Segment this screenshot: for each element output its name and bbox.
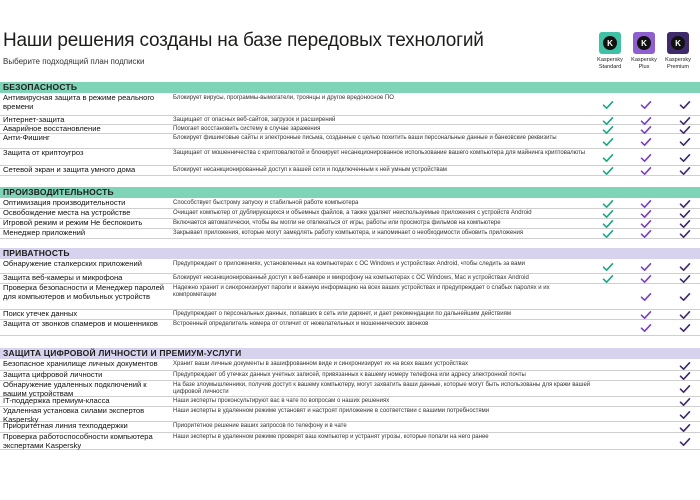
kaspersky-standard-logo-icon: K [599,32,621,54]
feature-name: Удаленная установка силами экспертов Kaspersky [3,406,145,424]
feature-name: IT-поддержка премиум-класса [3,396,110,405]
checkmark-icon [640,199,652,209]
feature-description: Блокирует несанкционированный доступ к веб-камере и микрофону на компьютерах с ОС Windows, Mac и устройствах Android [173,275,529,281]
feature-name: Антивирусная защита в режиме реального времени [3,93,155,111]
page-title: Наши решения созданы на базе передовых технологий [3,30,484,51]
table-row [0,260,700,274]
checkmark-icon [679,310,691,320]
checkmark-icon [640,137,652,147]
feature-description: Очищает компьютер от дублирующихся и объемных файлов, а также удаляет неиспользуемые приложения с устройств Android [173,210,532,216]
table-row [0,284,700,310]
table-row [0,219,700,229]
feature-description: Наши эксперты проконсультируют вас в чате по вопросам о наших решениях [173,398,390,404]
checkmark-icon [602,274,614,284]
checkmark-icon [602,229,614,239]
feature-name: Проверка работоспособности компьютера экспертами Kaspersky [3,432,153,450]
feature-description: Помогает восстановить систему в случае заражения [173,126,321,132]
feature-description: Наши эксперты в удаленном режиме проверят ваш компьютер и устранят угрозы, которые попали на него ранее [173,434,489,440]
checkmark-icon [679,100,691,110]
feature-name: Игровой режим и режим Не беспокоить [3,218,143,227]
feature-name: Обнаружение сталкерских приложений [3,259,142,268]
feature-description: Блокирует несанкционированный доступ к вашей сети и подключенным к ней умным устройствам [173,167,447,173]
feature-description: Приоритетное решение ваших запросов по телефону и в чате [173,423,347,429]
checkmark-icon [640,292,652,302]
table-row [0,134,700,149]
product-header [590,32,700,78]
feature-description: Наши эксперты в удаленном режиме установят и настроят приложение в соответствии с вашими потребностями [173,408,490,414]
checkmark-icon [602,166,614,176]
feature-name: Поиск утечек данных [3,309,78,318]
section-header: ЗАЩИТА ЦИФРОВОЙ ЛИЧНОСТИ И ПРЕМИУМ-УСЛУГИ [0,348,700,359]
feature-description: Блокирует вирусы, программы-вымогатели, троянцы и другое вредоносное ПО [173,95,394,101]
checkmark-icon [640,274,652,284]
feature-description: Включается автоматически, чтобы вы могли не отвлекаться от игры, работы или просмотра фильмов на компьютере [173,220,501,226]
product-premium-name-line1: Kaspersky [665,57,691,63]
checkmark-icon [679,137,691,147]
checkmark-icon [679,166,691,176]
checkmark-icon [679,410,691,420]
page-subtitle: Выберите подходящий план подписки [3,57,145,66]
product-premium[interactable] [661,32,695,70]
table-row [0,125,700,134]
checkmark-icon [679,371,691,381]
product-plus[interactable] [627,32,661,70]
table-row [0,166,700,176]
feature-name: Приоритетная линия техподдержки [3,421,128,430]
feature-name: Защита от звонков спамеров и мошенников [3,319,158,328]
checkmark-icon [602,209,614,219]
checkmark-icon [640,229,652,239]
checkmark-icon [679,292,691,302]
checkmark-icon [679,323,691,333]
feature-name: Защита от криптоугроз [3,148,84,157]
checkmark-icon [679,437,691,447]
feature-name: Анти-Фишинг [3,133,50,142]
feature-description: На базе злоумышленники, получив доступ к вашему компьютеру, могут захватить ваши данные, которые могут быть использованы для кражи вашей цифровой личности [173,382,591,395]
feature-name: Защита веб-камеры и микрофона [3,273,123,282]
checkmark-icon [602,153,614,163]
table-row [0,229,700,239]
checkmark-icon [640,153,652,163]
checkmark-icon [602,262,614,272]
checkmark-icon [679,423,691,433]
table-row [0,360,700,371]
checkmark-icon [679,199,691,209]
feature-name: Менеджер приложений [3,228,86,237]
feature-name: Освобождение места на устройстве [3,208,131,217]
kaspersky-premium-logo-icon: K [667,32,689,54]
product-plus-name-line1: Kaspersky [631,57,657,63]
checkmark-icon [602,100,614,110]
checkmark-icon [679,361,691,371]
table-row [0,407,700,422]
feature-description: Надежно хранит и синхронизирует пароли и важную информацию на всех ваших устройствах и предупреждает о слабых паролях и их компрометации [173,285,550,298]
checkmark-icon [679,209,691,219]
product-standard-name-line2: Standard [598,63,622,70]
feature-name: Сетевой экран и защита умного дома [3,165,136,174]
checkmark-icon [679,262,691,272]
checkmark-icon [679,384,691,394]
product-standard[interactable] [593,32,627,70]
checkmark-icon [640,166,652,176]
table-row [0,433,700,450]
feature-name: Аварийное восстановление [3,124,101,133]
checkmark-icon [640,323,652,333]
table-row [0,320,700,336]
checkmark-icon [679,219,691,229]
feature-description: Предупреждает о персональных данных, попавших в сеть или даркнет, и дает рекомендации по дальнейшим действиям [173,311,511,317]
table-row [0,381,700,397]
checkmark-icon [679,397,691,407]
table-row [0,94,700,116]
product-premium-name-line2: Premium [666,63,689,70]
feature-name: Оптимизация производительности [3,198,126,207]
table-row [0,149,700,166]
checkmark-icon [602,199,614,209]
section-header: БЕЗОПАСНОСТЬ [0,82,700,93]
checkmark-icon [602,137,614,147]
checkmark-icon [679,229,691,239]
feature-description: Защищает от опасных веб-сайтов, загрузок и расширений [173,117,336,123]
product-plus-name-line2: Plus [638,63,650,70]
checkmark-icon [679,153,691,163]
feature-description: Предупреждает о приложениях, установленных на компьютерах с ОС Windows и устройствах Android, чтобы следить за вами [173,261,525,267]
checkmark-icon [679,274,691,284]
feature-name: Защита цифровой личности [3,370,103,379]
feature-description: Встроенный определитель номера от отличит от нежелательных и мошеннических звонков [173,321,429,327]
checkmark-icon [640,262,652,272]
checkmark-icon [640,209,652,219]
feature-description: Защищает от мошенничества с криптовалютой и блокирует несанкционированное использование вашего компьютера для майнинга криптовалюты [173,150,586,156]
feature-name: Интернет-защита [3,115,65,124]
checkmark-icon [640,219,652,229]
feature-name: Обнаружение удаленных подключений к вашим устройствам [3,380,147,398]
feature-description: Способствует быстрому запуску и стабильной работе компьютера [173,200,359,206]
section-header: ПРИВАТНОСТЬ [0,248,700,259]
feature-name: Проверка безопасности и Менеджер паролей для компьютеров и мобильных устройств [3,283,165,301]
section-header: ПРОИЗВОДИТЕЛЬНОСТЬ [0,187,700,198]
feature-description: Предупреждает об утечках данных учетных записей, привязанных к вашему номеру телефона или адресу электронной почты [173,372,526,378]
checkmark-icon [640,100,652,110]
feature-description: Закрывает приложения, которые могут замедлять работу компьютера, и напоминает о необходимости обновить приложения [173,230,524,236]
checkmark-icon [640,310,652,320]
table-row [0,116,700,125]
kaspersky-plus-logo-icon: K [633,32,655,54]
feature-description: Блокирует фишинговые сайты и электронные письма, созданные с целью похитить ваши персональные данные и банковские реквизиты [173,135,557,141]
feature-description: Хранит ваши личные документы в зашифрованном виде и синхронизирует их на всех ваших устройствах [173,361,469,367]
checkmark-icon [602,219,614,229]
feature-name: Безопасное хранилище личных документов [3,359,158,368]
product-standard-name-line1: Kaspersky [597,57,623,63]
